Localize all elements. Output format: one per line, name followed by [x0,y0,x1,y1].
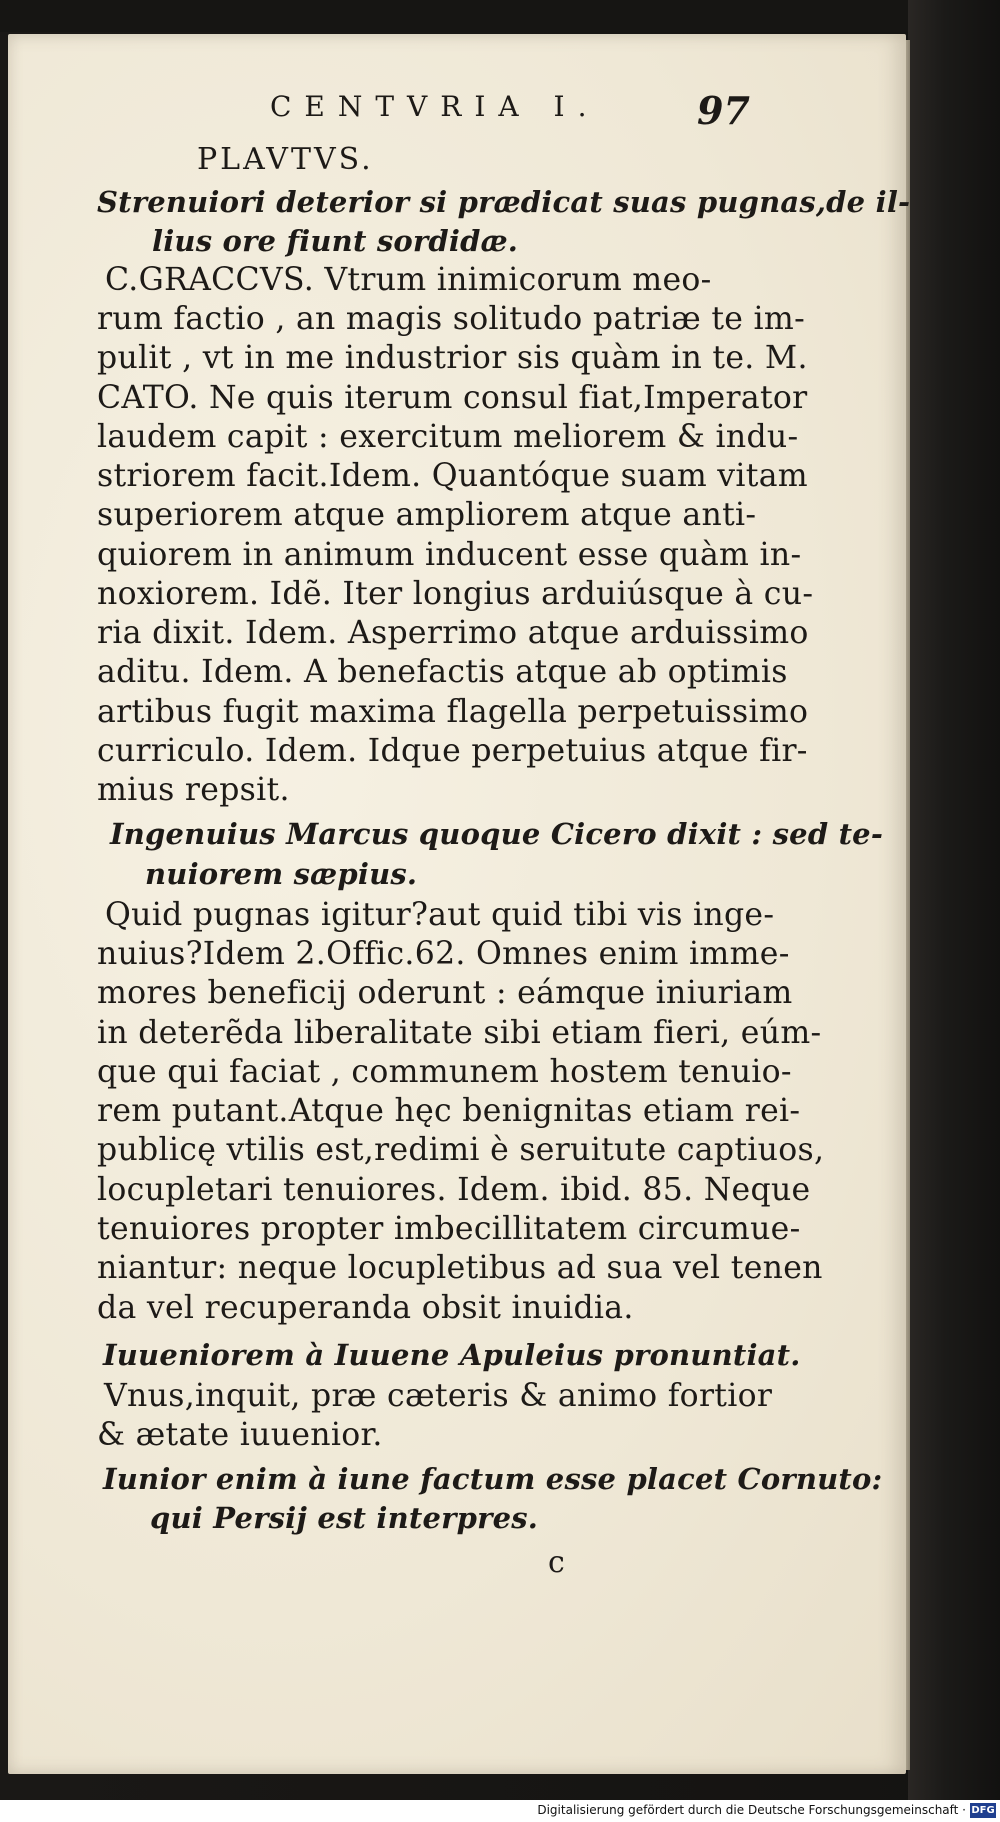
body-line: in deterẽda liberalitate sibi etiam fieri, eúm- [97,1015,822,1051]
body-line: niantur: neque locupletibus ad sua vel tenen [97,1250,823,1286]
quote-plautus-line-1: Strenuiori deterior si prædicat suas pugnas,de il- [97,185,911,219]
quote-plautus-line-2: lius ore fiunt sordidæ. [152,224,519,258]
top-shadow [0,0,1000,32]
body-line: superiorem atque ampliorem atque anti- [97,497,757,533]
quote-apuleius: Iuueniorem à Iuuene Apuleius pronuntiat. [103,1338,801,1372]
body-line: rem putant.Atque hęc benignitas etiam rei- [97,1093,801,1129]
page-number: 97 [697,88,750,133]
body-line: aditu. Idem. A benefactis atque ab optimis [97,654,788,690]
body-line: artibus fugit maxima flagella perpetuissimo [97,694,809,730]
quote-cornutus-line-1: Iunior enim à iune factum esse placet Cornuto: [103,1462,883,1496]
body-line: laudem capit : exercitum meliorem & indu- [97,419,799,455]
body-line: Vnus,inquit, præ cæteris & animo fortior [104,1378,773,1414]
body-line: ria dixit. Idem. Asperrimo atque arduissimo [97,615,809,651]
body-line: C.GRACCVS. Vtrum inimicorum meo- [105,262,712,298]
body-line: & ætate iuuenior. [97,1417,383,1453]
body-line: tenuiores propter imbecillitatem circumue- [97,1211,801,1247]
running-head: CENTVRIA I. [270,90,600,123]
dfg-logo[interactable]: DFG [971,1805,995,1816]
body-line: nuius?Idem 2.Offic.62. Omnes enim imme- [97,936,790,972]
body-line: CATO. Ne quis iterum consul fiat,Imperator [97,380,808,416]
body-line: mius repsit. [97,772,290,808]
body-line: pulit , vt in me industrior sis quàm in te. M. [97,340,808,376]
body-line: rum factio , an magis solitudo patriæ te im- [97,301,806,337]
section-heading: PLAVTVS. [197,142,374,177]
book-spine-shadow [908,0,1000,1800]
body-line: noxiorem. Idẽ. Iter longius arduiúsque à cu- [97,576,814,612]
quote-cicero-line-1: Ingenuius Marcus quoque Cicero dixit : sed te- [110,817,884,851]
catchword: c [548,1545,565,1580]
quote-cicero-line-2: nuiorem sæpius. [145,857,418,891]
body-line: que qui faciat , communem hostem tenuio- [97,1054,792,1090]
body-line: publicę vtilis est,redimi è seruitute captiuos, [97,1132,825,1168]
body-line: striorem facit.Idem. Quantóque suam vitam [97,458,808,494]
body-line: locupletari tenuiores. Idem. ibid. 85. Neque [97,1172,811,1208]
body-line: Quid pugnas igitur?aut quid tibi vis inge- [105,897,775,933]
body-line: mores beneficij oderunt : eámque iniuriam [97,975,793,1011]
footer-credit: Digitalisierung gefördert durch die Deutsche Forschungsgemeinschaft · [537,1803,966,1817]
body-line: curriculo. Idem. Idque perpetuius atque fir- [97,733,808,769]
quote-cornutus-line-2: qui Persij est interpres. [150,1501,539,1535]
body-line: quiorem in animum inducent esse quàm in- [97,537,802,573]
body-line: da vel recuperanda obsit inuidia. [97,1290,634,1326]
